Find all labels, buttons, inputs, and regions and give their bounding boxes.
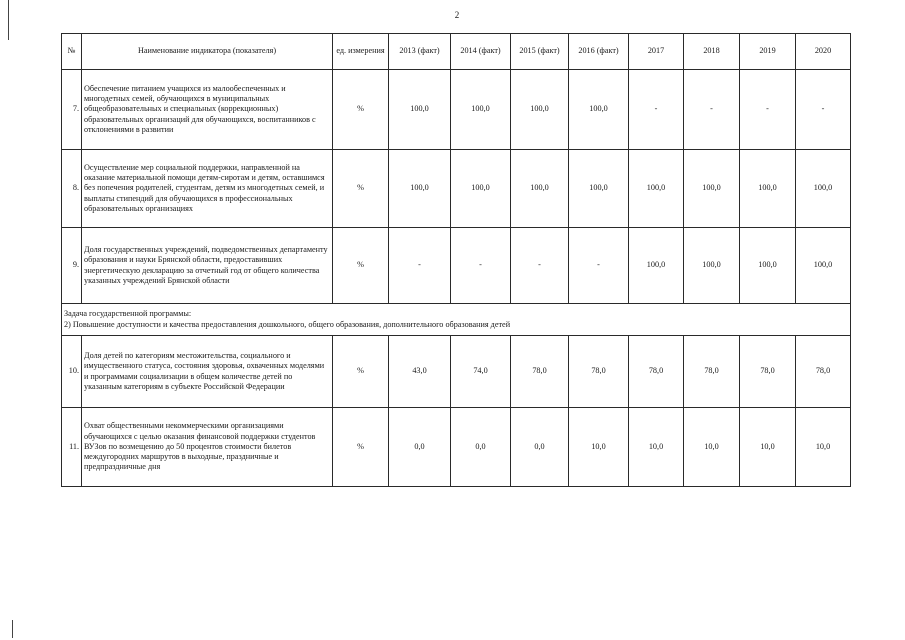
row-number: 9. xyxy=(62,228,82,304)
indicator-value: 74,0 xyxy=(451,336,511,408)
program-task xyxy=(62,304,851,336)
indicator-value: 10,0 xyxy=(740,408,796,487)
indicator-unit: % xyxy=(333,150,389,228)
table-row xyxy=(62,336,851,408)
indicator-value: 100,0 xyxy=(740,150,796,228)
table-row xyxy=(62,408,851,487)
indicator-value: - xyxy=(796,70,851,150)
indicator-value: 100,0 xyxy=(511,70,569,150)
indicator-value: 78,0 xyxy=(511,336,569,408)
indicator-value: - xyxy=(451,228,511,304)
header-year: 2013 (факт) xyxy=(389,34,451,70)
header-unit: ед. измерения xyxy=(333,34,389,70)
task-row xyxy=(62,304,851,336)
indicator-value: 100,0 xyxy=(796,228,851,304)
indicator-value: 100,0 xyxy=(389,70,451,150)
indicator-value: 78,0 xyxy=(796,336,851,408)
indicator-value: - xyxy=(740,70,796,150)
header-num: № xyxy=(62,34,82,70)
indicator-value: 100,0 xyxy=(451,70,511,150)
indicator-value: - xyxy=(511,228,569,304)
table-header-row xyxy=(62,34,851,70)
indicator-name: Доля государственных учреждений, подведомственных департаменту образования и науки Брянской области, предоставивших энергетическую декларацию за отчетный год от общего количества указанных учреждений Брянской области xyxy=(82,228,333,304)
indicator-value: 100,0 xyxy=(569,70,629,150)
page-number: 2 xyxy=(454,10,460,20)
indicator-value: 78,0 xyxy=(629,336,684,408)
indicator-value: 10,0 xyxy=(569,408,629,487)
indicator-value: 100,0 xyxy=(684,150,740,228)
scan-edge-mark xyxy=(8,0,9,40)
indicator-value: 78,0 xyxy=(740,336,796,408)
indicator-value: - xyxy=(389,228,451,304)
indicator-value: 43,0 xyxy=(389,336,451,408)
indicator-name: Осуществление мер социальной поддержки, направленной на оказание материальной помощи детям-сиротам и детям, оставшимся без попечения родителей, студентам, детям из многодетных семей, и выплаты стипендий для обучающихся в профессиональных образовательных организациях xyxy=(82,150,333,228)
indicator-value: 100,0 xyxy=(569,150,629,228)
header-year: 2014 (факт) xyxy=(451,34,511,70)
row-number: 11. xyxy=(62,408,82,487)
header-year: 2018 xyxy=(684,34,740,70)
indicator-value: 100,0 xyxy=(389,150,451,228)
indicator-value: 100,0 xyxy=(451,150,511,228)
indicator-value: - xyxy=(569,228,629,304)
indicator-value: 100,0 xyxy=(796,150,851,228)
header-year: 2020 xyxy=(796,34,851,70)
indicator-value: 78,0 xyxy=(684,336,740,408)
indicator-value: - xyxy=(684,70,740,150)
indicator-value: 100,0 xyxy=(740,228,796,304)
indicator-unit: % xyxy=(333,70,389,150)
indicator-value: 78,0 xyxy=(569,336,629,408)
indicator-value: 0,0 xyxy=(451,408,511,487)
indicator-unit: % xyxy=(333,408,389,487)
header-name: Наименование индикатора (показателя) xyxy=(82,34,333,70)
indicator-value: 10,0 xyxy=(629,408,684,487)
indicator-name: Доля детей по категориям местожительства, социального и имущественного статуса, состояния здоровья, охваченных моделями и программами социализации в общем количестве детей по указанным категориям в субъекте Российской Федерации xyxy=(82,336,333,408)
indicator-unit: % xyxy=(333,336,389,408)
indicator-value: 0,0 xyxy=(389,408,451,487)
indicators-table xyxy=(61,33,851,487)
header-year: 2017 xyxy=(629,34,684,70)
indicator-unit: % xyxy=(333,228,389,304)
row-number: 8. xyxy=(62,150,82,228)
header-year: 2016 (факт) xyxy=(569,34,629,70)
indicator-value: 10,0 xyxy=(796,408,851,487)
table-row xyxy=(62,150,851,228)
scan-edge-mark-bottom xyxy=(12,620,13,638)
indicator-value: 100,0 xyxy=(684,228,740,304)
indicator-value: - xyxy=(629,70,684,150)
indicator-value: 100,0 xyxy=(511,150,569,228)
indicator-value: 0,0 xyxy=(511,408,569,487)
row-number: 7. xyxy=(62,70,82,150)
indicator-value: 100,0 xyxy=(629,150,684,228)
header-year: 2015 (факт) xyxy=(511,34,569,70)
header-year: 2019 xyxy=(740,34,796,70)
table-row xyxy=(62,228,851,304)
task-text: 2) Повышение доступности и качества предоставления дошкольного, общего образования, дополнительного образования детей xyxy=(64,319,511,329)
row-number: 10. xyxy=(62,336,82,408)
indicator-name: Обеспечение питанием учащихся из малообеспеченных и многодетных семей, обучающихся в муниципальных общеобразовательных и специальных (коррекционных) образовательных организаций для обучающихся, воспитанников с отклонениями в развитии xyxy=(82,70,333,150)
indicator-name: Охват общественными некоммерческими организациями обучающихся с целью оказания финансовой поддержки студентов ВУЗов по возмещению до 50 процентов стоимости билетов междугородних маршрутов в выходные, праздничные и предпраздничные дня xyxy=(82,408,333,487)
task-title: Задача государственной программы: xyxy=(64,309,192,319)
indicator-value: 10,0 xyxy=(684,408,740,487)
indicator-value: 100,0 xyxy=(629,228,684,304)
table-row xyxy=(62,70,851,150)
